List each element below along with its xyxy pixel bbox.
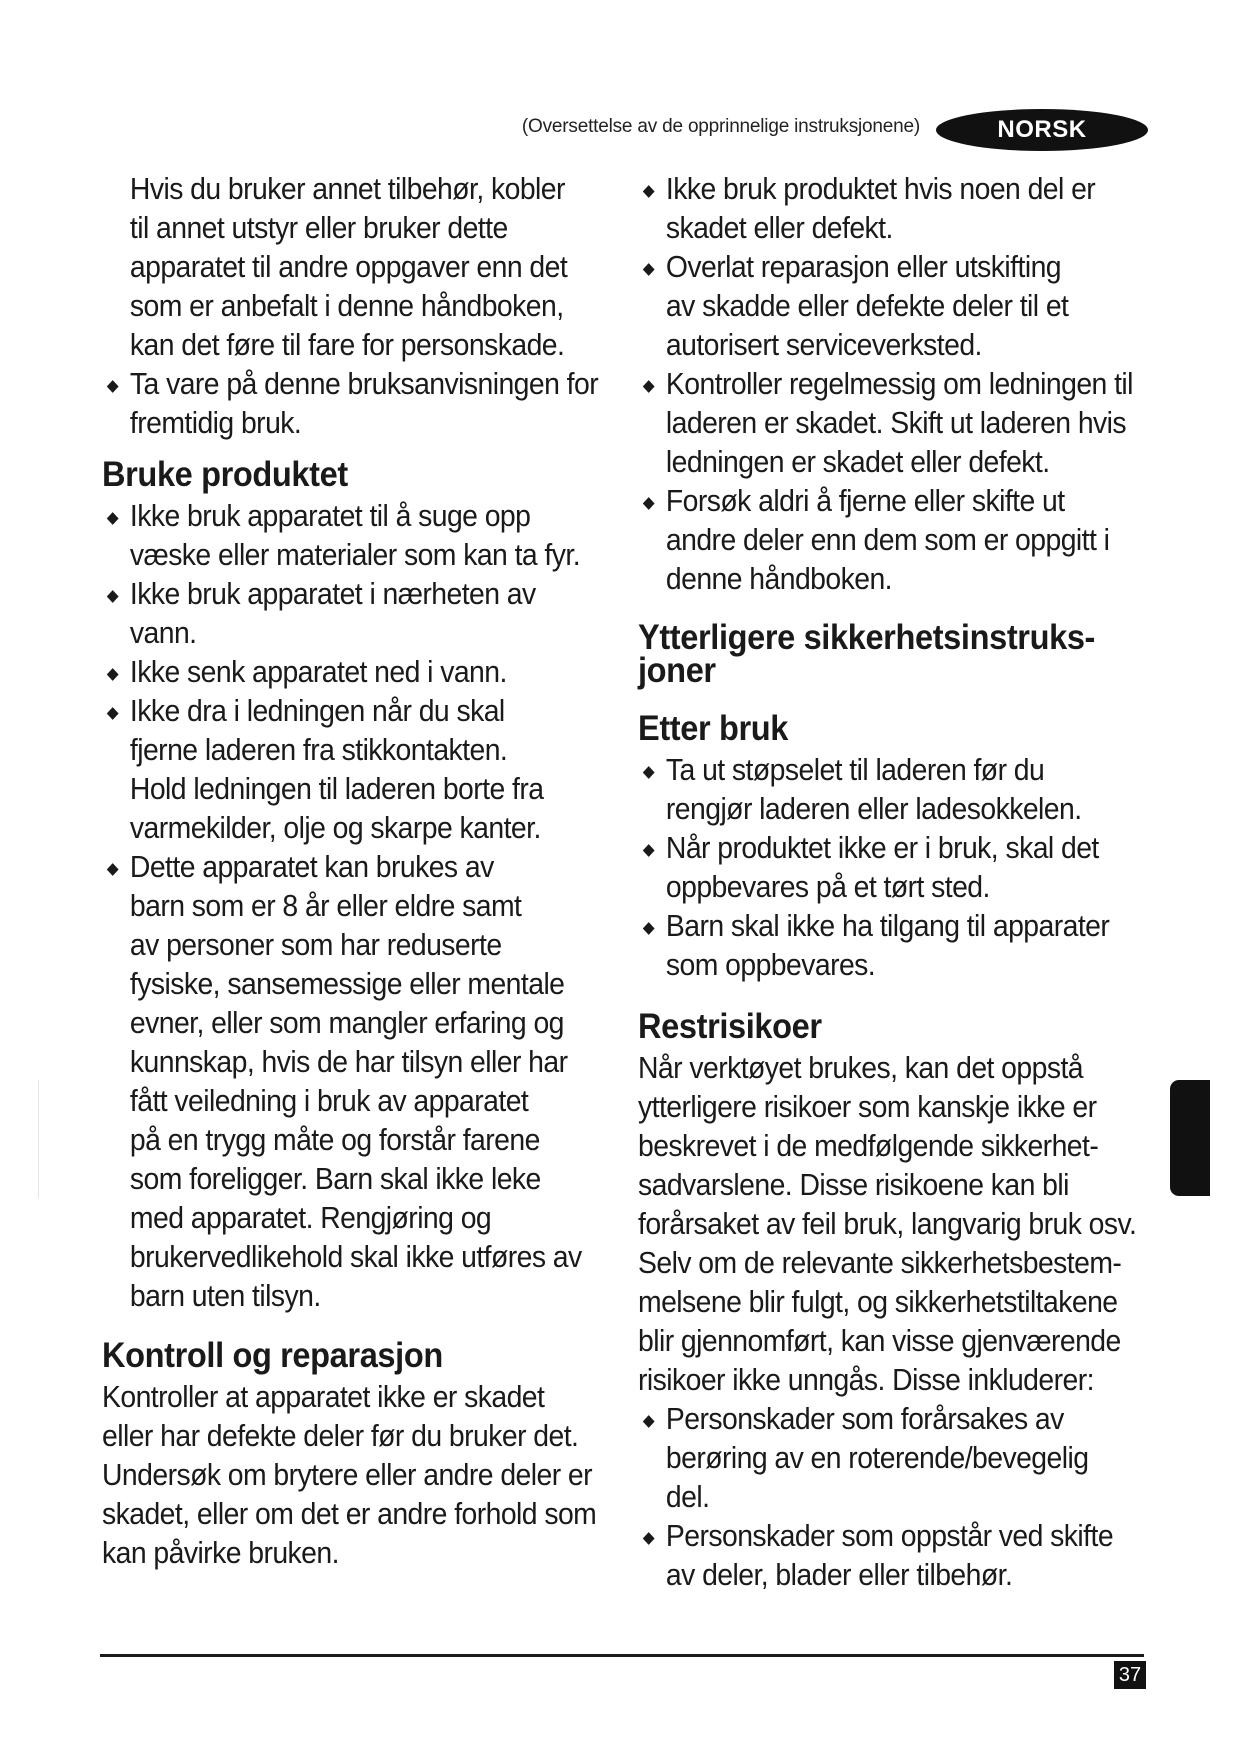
text-line: kan det føre til fare for personskade. xyxy=(129,328,565,362)
text-line: Kontroller at apparatet ikke er skadet xyxy=(102,1380,545,1414)
text-line: på en trygg måte og forstår farene xyxy=(129,1123,540,1157)
right-column xyxy=(638,170,1159,1595)
text-line: fremtidig bruk. xyxy=(129,406,302,440)
list-item xyxy=(102,497,609,575)
text-line: fysiske, sansemessige eller mentale xyxy=(129,967,565,1001)
text-line: skadet, eller om det er andre forhold som xyxy=(102,1497,597,1531)
page-number: 37 xyxy=(1114,1661,1146,1689)
text-line: laderen er skadet. Skift ut laderen hvis xyxy=(665,406,1127,440)
etter-bruk-list xyxy=(638,751,1159,985)
diamond-bullet-icon xyxy=(107,590,119,603)
text-line: blir gjennomført, kan visse gjenværende xyxy=(638,1324,1121,1358)
diamond-bullet-icon xyxy=(107,707,119,720)
diamond-bullet-icon xyxy=(643,844,655,857)
text-line: varmekilder, olje og skarpe kanter. xyxy=(129,811,541,845)
text-line: fått veiledning i bruk av apparatet xyxy=(129,1084,529,1118)
text-line: Når produktet ikke er i bruk, skal det xyxy=(665,831,1099,865)
margin-mark xyxy=(38,1080,39,1198)
restrisikoer-list xyxy=(638,1400,1159,1595)
diamond-bullet-icon xyxy=(107,380,119,393)
diamond-bullet-icon xyxy=(643,497,655,510)
list-item xyxy=(102,575,609,653)
section-title-restrisikoer: Restrisikoer xyxy=(638,1007,822,1046)
text-line: Ikke bruk apparatet til å suge opp xyxy=(129,499,531,533)
text-line: melsene blir fulgt, og sikkerhetstiltakene xyxy=(638,1285,1118,1319)
text-line: væske eller materialer som kan ta fyr. xyxy=(129,538,581,572)
section-tab-marker xyxy=(1170,1080,1210,1196)
text-line: Hold ledningen til laderen borte fra xyxy=(129,772,544,806)
top-bullet-list xyxy=(638,170,1159,599)
text-line: med apparatet. Rengjøring og xyxy=(129,1201,492,1235)
diamond-bullet-icon xyxy=(107,863,119,876)
text-line: Ta vare på denne bruksanvisningen for xyxy=(129,367,599,401)
kontroll-paragraph xyxy=(102,1378,609,1573)
section-title-kontroll-og-reparasjon: Kontroll og reparasjon xyxy=(102,1336,443,1375)
text-line: av personer som har reduserte xyxy=(129,928,502,962)
text-line: skadet eller defekt. xyxy=(665,211,893,245)
text-line: Ikke dra i ledningen når du skal xyxy=(129,694,505,728)
text-line: som oppbevares. xyxy=(665,948,876,982)
text-line: Ikke bruk produktet hvis noen del er xyxy=(665,172,1096,206)
list-item xyxy=(102,365,609,443)
text-line: del. xyxy=(665,1480,710,1514)
text-line: Kontroller regelmessig om ledningen til xyxy=(665,367,1133,401)
text-line: som foreligger. Barn skal ikke leke xyxy=(129,1162,541,1196)
diamond-bullet-icon xyxy=(643,263,655,276)
text-line: Ta ut støpselet til laderen før du xyxy=(665,753,1045,787)
section-title-line: joner xyxy=(638,651,716,690)
text-line: Ikke senk apparatet ned i vann. xyxy=(129,655,507,689)
text-line: berøring av en roterende/bevegelig xyxy=(665,1441,1089,1475)
text-line: av skadde eller defekte deler til et xyxy=(665,289,1069,323)
text-line: barn uten tilsyn. xyxy=(129,1279,321,1313)
text-line: eller har defekte deler før du bruker det. xyxy=(102,1419,579,1453)
list-item xyxy=(102,653,609,692)
text-line: ledningen er skadet eller defekt. xyxy=(665,445,1050,479)
section-title-etter-bruk: Etter bruk xyxy=(638,709,789,748)
text-line: risikoer ikke unngås. Disse inkluderer: xyxy=(638,1363,1094,1397)
text-line: andre deler enn dem som er oppgitt i xyxy=(665,523,1110,557)
text-line: fjerne laderen fra stikkontakten. xyxy=(129,733,508,767)
diamond-bullet-icon xyxy=(643,766,655,779)
text-line: denne håndboken. xyxy=(665,562,893,596)
bruke-produktet-list xyxy=(102,497,609,1316)
diamond-bullet-icon xyxy=(643,380,655,393)
diamond-bullet-icon xyxy=(643,1532,655,1545)
intro-bullet-list xyxy=(102,365,609,443)
diamond-bullet-icon xyxy=(643,1415,655,1428)
text-line: beskrevet i de medfølgende sikkerhet- xyxy=(638,1129,1099,1163)
list-item xyxy=(638,1517,1159,1595)
diamond-bullet-icon xyxy=(643,185,655,198)
diamond-bullet-icon xyxy=(107,512,119,525)
text-line: av deler, blader eller tilbehør. xyxy=(665,1558,1013,1592)
text-line: apparatet til andre oppgaver enn det xyxy=(129,250,568,284)
list-item xyxy=(638,170,1159,248)
text-line: vann. xyxy=(129,616,197,650)
text-line: rengjør laderen eller ladesokkelen. xyxy=(665,792,1082,826)
text-line: Selv om de relevante sikkerhetsbestem- xyxy=(638,1246,1122,1280)
text-line: sadvarslene. Disse risikoene kan bli xyxy=(638,1168,1069,1202)
text-line: Dette apparatet kan brukes av xyxy=(129,850,494,884)
section-title-line: Ytterligere sikkerhetsinstruks- xyxy=(638,618,1096,657)
text-line: barn som er 8 år eller eldre samt xyxy=(129,889,522,923)
text-line: Hvis du bruker annet tilbehør, kobler xyxy=(129,172,565,206)
diamond-bullet-icon xyxy=(107,668,119,681)
intro-continuation xyxy=(102,170,609,365)
list-item xyxy=(638,365,1159,482)
section-title-ytterligere xyxy=(638,618,1159,690)
text-line: Personskader som oppstår ved skifte xyxy=(665,1519,1114,1553)
text-line: kan påvirke bruken. xyxy=(102,1536,339,1570)
text-line: evner, eller som mangler erfaring og xyxy=(129,1006,564,1040)
text-line: ytterligere risikoer som kanskje ikke er xyxy=(638,1090,1097,1124)
text-line: Overlat reparasjon eller utskifting xyxy=(665,250,1062,284)
text-line: Barn skal ikke ha tilgang til apparater xyxy=(665,909,1110,943)
restrisikoer-paragraph xyxy=(638,1049,1159,1400)
text-line: oppbevares på et tørt sted. xyxy=(665,870,990,904)
left-column xyxy=(102,170,609,1573)
list-item xyxy=(638,829,1159,907)
text-line: Ikke bruk apparatet i nærheten av xyxy=(129,577,536,611)
text-line: Undersøk om brytere eller andre deler er xyxy=(102,1458,593,1492)
text-line: Personskader som forårsakes av xyxy=(665,1402,1064,1436)
text-line: brukervedlikehold skal ikke utføres av xyxy=(129,1240,582,1274)
text-line: til annet utstyr eller bruker dette xyxy=(129,211,508,245)
text-line: forårsaket av feil bruk, langvarig bruk osv. xyxy=(638,1207,1137,1241)
list-item xyxy=(638,482,1159,599)
text-line: som er anbefalt i denne håndboken, xyxy=(129,289,564,323)
list-item xyxy=(102,848,609,1316)
diamond-bullet-icon xyxy=(643,922,655,935)
section-title-bruke-produktet: Bruke produktet xyxy=(102,455,348,494)
footer-rule xyxy=(100,1654,1144,1657)
list-item xyxy=(638,1400,1159,1517)
list-item xyxy=(638,907,1159,985)
text-line: Forsøk aldri å fjerne eller skifte ut xyxy=(665,484,1065,518)
text-line: kunnskap, hvis de har tilsyn eller har xyxy=(129,1045,568,1079)
header-note: (Oversettelse av de opprinnelige instruksjonene) xyxy=(521,116,920,137)
list-item xyxy=(638,248,1159,365)
language-badge: NORSK xyxy=(936,109,1148,151)
text-line: Når verktøyet brukes, kan det oppstå xyxy=(638,1051,1084,1085)
list-item xyxy=(638,751,1159,829)
text-line: autorisert serviceverksted. xyxy=(665,328,982,362)
list-item xyxy=(102,692,609,848)
